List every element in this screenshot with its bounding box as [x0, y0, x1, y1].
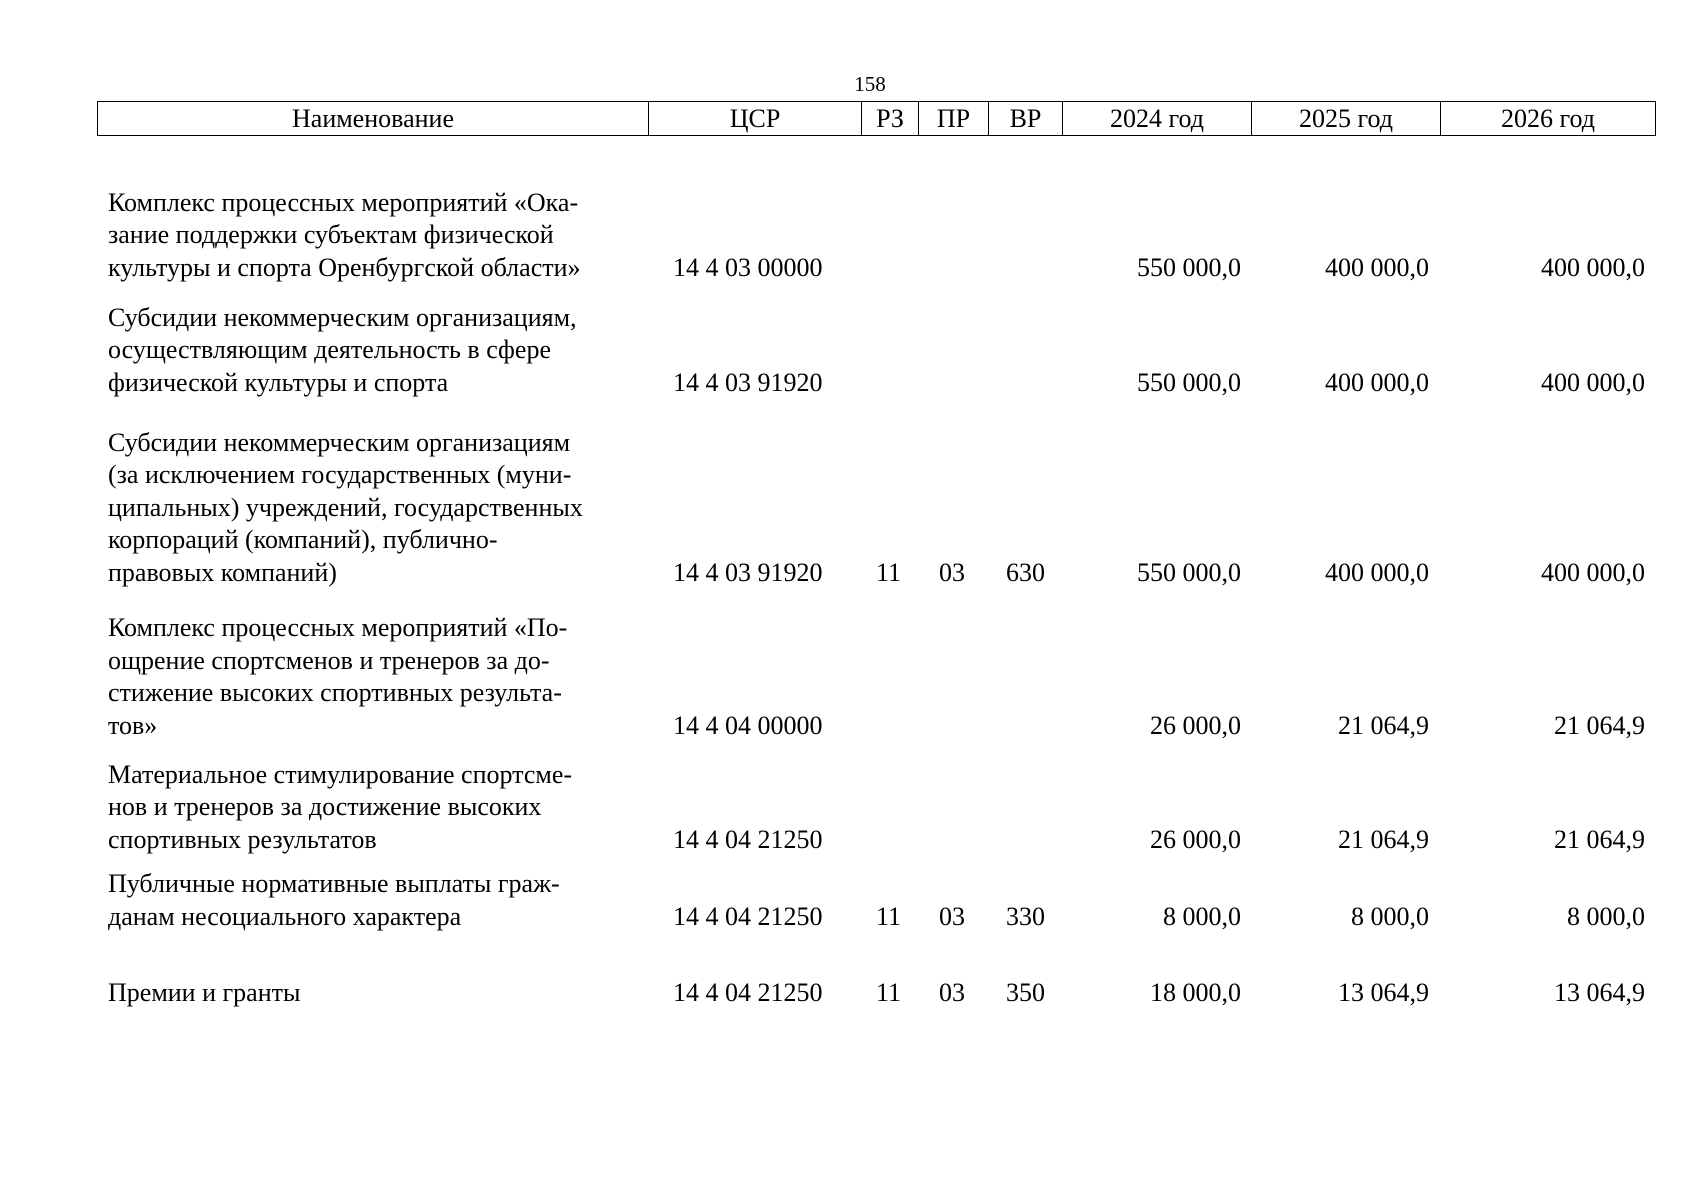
row-2025: 21 064,9 — [1338, 710, 1429, 740]
row-2024: 18 000,0 — [1150, 977, 1241, 1007]
header-2025: 2025 год — [1252, 102, 1441, 136]
row-2026: 21 064,9 — [1554, 824, 1645, 854]
row-2024: 550 000,0 — [1137, 367, 1241, 397]
row-pr: 03 — [939, 557, 965, 587]
table-row — [0, 302, 1697, 399]
row-2026: 400 000,0 — [1541, 557, 1645, 587]
row-rz: 11 — [876, 557, 902, 587]
row-name: Комплекс процессных мероприятий «По- ощрение спортсменов и тренеров за до- стижение высоких спортивных результа- тов» — [108, 613, 568, 740]
row-csr: 14 4 03 91920 — [673, 367, 823, 397]
header-2026: 2026 год — [1441, 102, 1656, 136]
row-2025: 400 000,0 — [1325, 367, 1429, 397]
row-2026: 400 000,0 — [1541, 367, 1645, 397]
table-header — [97, 101, 1656, 136]
row-2024: 550 000,0 — [1137, 252, 1241, 282]
row-pr: 03 — [939, 977, 965, 1007]
header-vr: ВР — [989, 102, 1063, 136]
row-2025: 13 064,9 — [1338, 977, 1429, 1007]
row-csr: 14 4 04 21250 — [673, 824, 823, 854]
row-2026: 21 064,9 — [1554, 710, 1645, 740]
row-csr: 14 4 03 00000 — [673, 252, 823, 282]
row-2026: 400 000,0 — [1541, 252, 1645, 282]
row-2024: 26 000,0 — [1150, 824, 1241, 854]
row-name: Премии и гранты — [108, 977, 301, 1007]
table-row — [0, 426, 1697, 589]
table-row — [0, 976, 1697, 1009]
row-2024: 550 000,0 — [1137, 557, 1241, 587]
table-row — [0, 868, 1697, 933]
page-number: 158 — [854, 72, 886, 96]
row-csr: 14 4 04 21250 — [673, 977, 823, 1007]
row-name: Субсидии некоммерческим организациям (за исключением государственных (муни- ципальных) учреждений, государственных корпораций (компаний), публично- правовых компаний) — [108, 427, 583, 587]
row-2025: 400 000,0 — [1325, 252, 1429, 282]
row-vr: 350 — [1006, 977, 1045, 1007]
row-rz: 11 — [876, 977, 902, 1007]
table-row — [0, 759, 1697, 856]
row-name: Субсидии некоммерческим организациям, осуществляющим деятельность в сфере физической культуры и спорта — [108, 302, 577, 397]
row-2025: 400 000,0 — [1325, 557, 1429, 587]
row-rz: 11 — [876, 901, 902, 931]
row-2024: 26 000,0 — [1150, 710, 1241, 740]
table-row — [0, 187, 1697, 284]
row-2024: 8 000,0 — [1163, 901, 1241, 931]
header-csr: ЦСР — [649, 102, 862, 136]
row-csr: 14 4 04 21250 — [673, 901, 823, 931]
row-2025: 21 064,9 — [1338, 824, 1429, 854]
row-name: Публичные нормативные выплаты граж- данам несоциального характера — [108, 869, 560, 931]
row-csr: 14 4 03 91920 — [673, 557, 823, 587]
table-row — [0, 612, 1697, 742]
row-vr: 330 — [1006, 901, 1045, 931]
row-vr: 630 — [1006, 557, 1045, 587]
row-2025: 8 000,0 — [1351, 901, 1429, 931]
header-2024: 2024 год — [1063, 102, 1252, 136]
row-csr: 14 4 04 00000 — [673, 710, 823, 740]
row-2026: 13 064,9 — [1554, 977, 1645, 1007]
row-pr: 03 — [939, 901, 965, 931]
header-pr: ПР — [919, 102, 989, 136]
row-name: Материальное стимулирование спортсме- нов и тренеров за достижение высоких спортивных результатов — [108, 759, 573, 854]
header-name: Наименование — [98, 102, 649, 136]
row-name: Комплекс процессных мероприятий «Ока- зание поддержки субъектам физической культуры и спорта Оренбургской области» — [108, 187, 581, 282]
header-rz: РЗ — [862, 102, 919, 136]
row-2026: 8 000,0 — [1567, 901, 1645, 931]
